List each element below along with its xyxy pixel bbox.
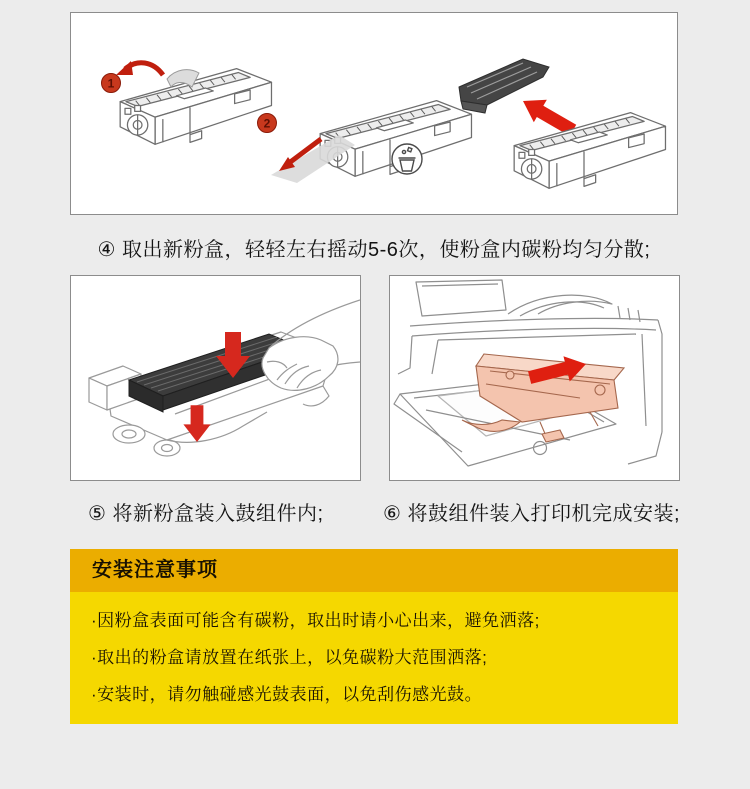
install-into-printer-illustration-panel — [389, 275, 680, 481]
notice-item: ·取出的粉盒请放置在纸张上，以免碳粉大范围洒落; — [91, 648, 488, 667]
step-2-badge-number: 2 — [263, 116, 271, 131]
notice-item: ·因粉盒表面可能含有碳粉，取出时请小心出来，避免洒落; — [91, 611, 540, 630]
install-into-printer-illustration — [390, 276, 679, 480]
step-4-caption: ④ 取出新粉盒，轻轻左右摇动5-6次，使粉盒内碳粉均匀分散; — [97, 239, 651, 261]
insert-cartridge-illustration-panel — [70, 275, 361, 481]
recycle-bin-icon — [392, 144, 422, 174]
curved-arrow-head-icon — [116, 61, 133, 75]
step-5-caption: ⑤ 将新粉盒装入鼓组件内; — [88, 503, 324, 525]
toner-prep-illustration — [71, 13, 677, 214]
insert-cartridge-illustration — [71, 276, 360, 480]
notice-title: 安装注意事项 — [70, 549, 678, 592]
hand-drawing — [262, 300, 360, 390]
notice-body — [70, 592, 678, 724]
toner-prep-illustration-panel — [70, 12, 678, 215]
installation-notice-box — [70, 549, 678, 724]
step-1-badge-number: 1 — [107, 76, 115, 91]
step-6-caption: ⑥ 将鼓组件装入打印机完成安装; — [383, 503, 681, 525]
toner-cartridge-drawing-3 — [514, 113, 665, 189]
notice-item: ·安装时，请勿触碰感光鼓表面，以免刮伤感光鼓。 — [91, 685, 483, 704]
